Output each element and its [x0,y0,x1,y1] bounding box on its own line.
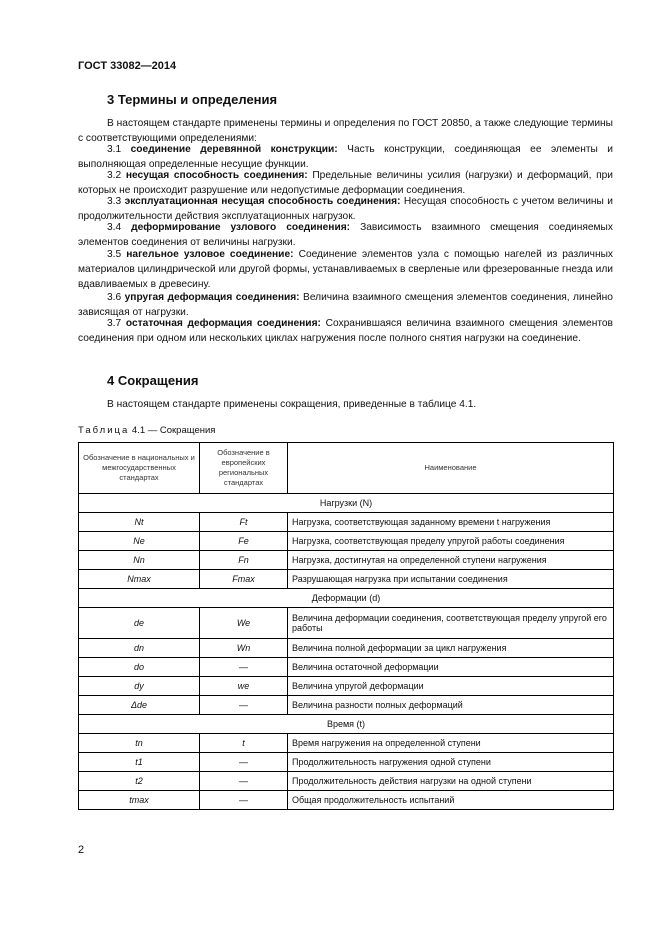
definition-term: деформирование узлового соединения: [131,222,351,233]
table-group-row [79,494,614,513]
table-row [79,753,614,772]
table-row [79,658,614,677]
table-row [79,608,614,639]
definition-text: Величина взаимного смещения элементов соединения, линейно зависящая от нагрузки. [78,292,613,318]
definition-text: Часть конструкции, соединяющая ее элементы и выполняющая определенные несущие функции. [78,144,613,170]
cell-national-symbol: tmax [79,791,200,810]
cell-name: Время нагружения на определенной ступени [288,734,614,753]
section-3-intro: В настоящем стандарте применены термины и определения по ГОСТ 20850, а также следующие термины с соответствующими определениями: [78,118,613,144]
cell-european-symbol: — [200,696,288,715]
cell-name: Величина полной деформации за цикл нагружения [288,639,614,658]
definition-term: нагельное узловое соединение: [126,249,294,260]
definition-text: Соединение элементов узла с помощью нагелей из различных материалов цилиндрической или другой формы, устанавливаемых в сверленые или фрезерованные гнезда или вдавливаемых в древесину. [78,249,614,290]
table-row [79,734,614,753]
document-header: ГОСТ 33082—2014 [78,60,177,72]
cell-european-symbol: — [200,753,288,772]
col-header-name: Наименование [288,443,614,494]
table-row [79,513,614,532]
cell-name: Величина деформации соединения, соответствующая пределу упругой его работы [288,608,614,639]
definition-text: Зависимость взаимного смещения соединяемых элементов соединения от величины нагрузки. [78,222,613,248]
cell-name: Нагрузка, достигнутая на определенной ступени нагружения [288,551,614,570]
cell-european-symbol: t [200,734,288,753]
cell-name: Величина разности полных деформаций [288,696,614,715]
cell-european-symbol: We [200,608,288,639]
cell-national-symbol: do [79,658,200,677]
definition-text: Сохранившаяся величина взаимного смещения элементов соединения при одном или нескольких циклах нагружения после полного снятия нагрузки на соединение. [78,318,613,344]
cell-national-symbol: Ne [79,532,200,551]
group-title: Время (t) [79,715,614,734]
definition-item: 3.2 несущая способность соединения: Предельные величины усилия (нагрузки) и деформаций, при которых не происходит разрушение или недопустимые деформации соединения. [78,170,613,196]
definition-term: остаточная деформация соединения: [125,318,321,329]
table-row [79,639,614,658]
definition-item: 3.7 остаточная деформация соединения: Сохранившаяся величина взаимного смещения элементов соединения при одном или нескольких циклах нагружения после полного снятия нагрузки на соединение. [78,318,613,344]
cell-european-symbol: Fn [200,551,288,570]
definition-item: 3.3 эксплуатационная несущая способность соединения: Несущая способность с учетом величины и продолжительности действия эксплуатационных нагрузок. [78,196,613,222]
definition-term: несущая способность соединения: [125,170,308,181]
cell-national-symbol: t1 [79,753,200,772]
cell-national-symbol: Nn [79,551,200,570]
table-group-row [79,589,614,608]
definition-term: упругая деформация соединения: [124,292,300,303]
cell-european-symbol: — [200,791,288,810]
table-row [79,791,614,810]
cell-national-symbol: dy [79,677,200,696]
cell-european-symbol: — [200,772,288,791]
definition-text: Несущая способность с учетом величины и продолжительности действия эксплуатационных нагрузок. [78,196,613,222]
table-row [79,570,614,589]
section-3-title: 3 Термины и определения [107,92,278,107]
table-row [79,532,614,551]
definition-item: 3.5 нагельное узловое соединение: Соединение элементов узла с помощью нагелей из различных материалов цилиндрической или другой формы, устанавливаемых в сверленые или фрезерованные гнезда или вдавливаемых в древесину. [78,249,614,290]
table-row [79,772,614,791]
col-header-european: Обозначение в европейских региональных стандартах [200,443,288,494]
cell-name: Нагрузка, соответствующая заданному времени t нагружения [288,513,614,532]
definition-term: соединение деревянной конструкции: [130,144,338,155]
cell-name: Продолжительность нагружения одной ступени [288,753,614,772]
col-header-national: Обозначение в национальных и межгосударственных стандартах [79,443,200,494]
cell-name: Нагрузка, соответствующая пределу упругой работы соединения [288,532,614,551]
section-4-title: 4 Сокращения [107,373,199,388]
definition-term: эксплуатационная несущая способность соединения: [124,196,401,207]
section-4-intro: В настоящем стандарте применены сокращения, приведенные в таблице 4.1. [107,399,477,410]
cell-national-symbol: Nmax [79,570,200,589]
group-title: Деформации (d) [79,589,614,608]
cell-european-symbol: we [200,677,288,696]
cell-national-symbol: Nt [79,513,200,532]
cell-national-symbol: dn [79,639,200,658]
cell-name: Величина упругой деформации [288,677,614,696]
definition-item: 3.4 деформирование узлового соединения: Зависимость взаимного смещения соединяемых элементов соединения от величины нагрузки. [78,222,613,248]
abbreviations-table [78,442,614,810]
cell-name: Величина остаточной деформации [288,658,614,677]
page-number: 2 [78,844,85,856]
cell-national-symbol: t2 [79,772,200,791]
cell-name: Разрушающая нагрузка при испытании соединения [288,570,614,589]
table-group-row [79,715,614,734]
cell-national-symbol: Δde [79,696,200,715]
cell-national-symbol: de [79,608,200,639]
cell-name: Продолжительность действия нагрузки на одной ступени [288,772,614,791]
cell-european-symbol: Fmax [200,570,288,589]
definition-item: 3.6 упругая деформация соединения: Величина взаимного смещения элементов соединения, линейно зависящая от нагрузки. [78,292,613,318]
cell-european-symbol: Wn [200,639,288,658]
table-row [79,677,614,696]
cell-national-symbol: tn [79,734,200,753]
definition-text: Предельные величины усилия (нагрузки) и деформаций, при которых не происходит разрушение или недопустимые деформации соединения. [78,170,613,196]
cell-name: Общая продолжительность испытаний [288,791,614,810]
table-caption: Таблица 4.1 — Сокращения [78,425,216,436]
cell-european-symbol: Fe [200,532,288,551]
table-row [79,696,614,715]
table-row [79,551,614,570]
cell-european-symbol: — [200,658,288,677]
group-title: Нагрузки (N) [79,494,614,513]
cell-european-symbol: Ft [200,513,288,532]
definition-item: 3.1 соединение деревянной конструкции: Часть конструкции, соединяющая ее элементы и выполняющая определенные несущие функции. [78,144,613,170]
